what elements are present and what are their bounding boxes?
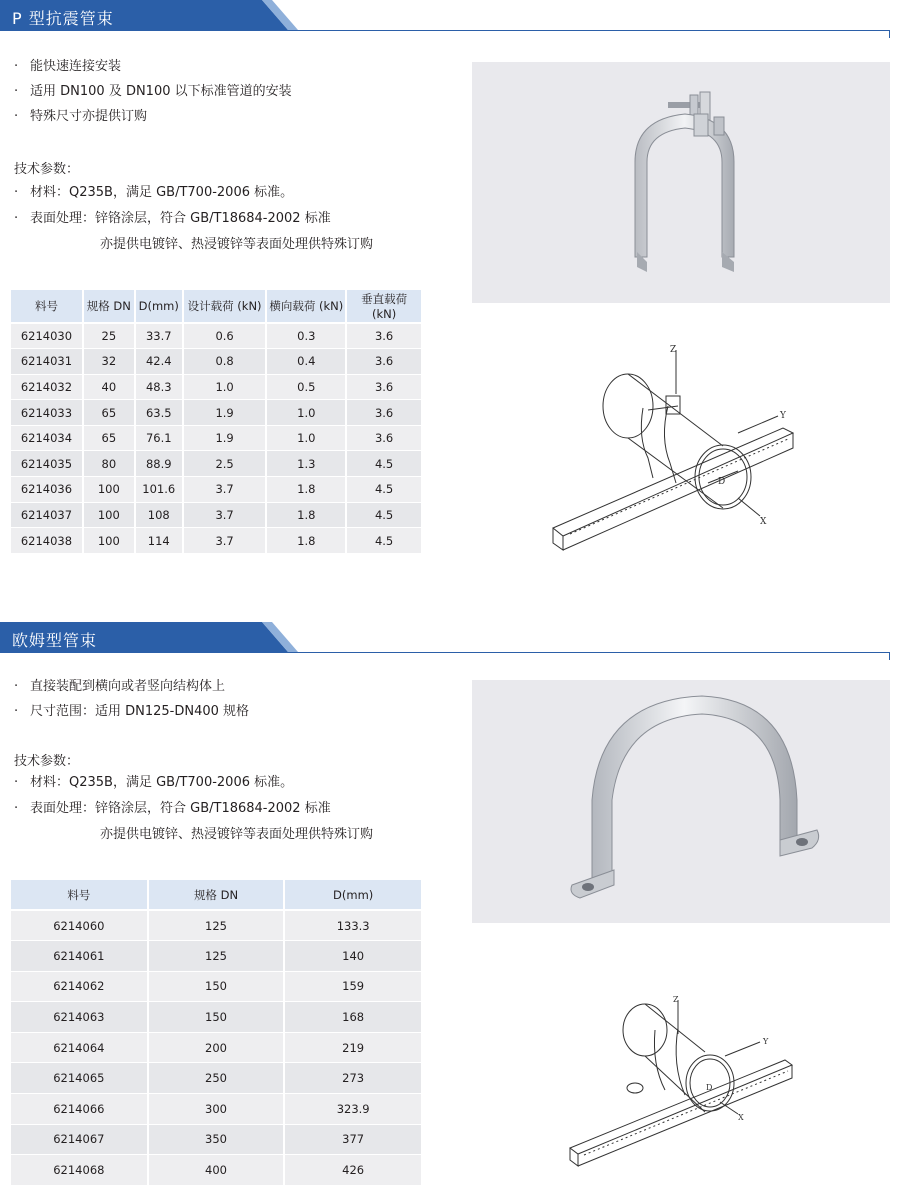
diagram-drawing — [560, 990, 800, 1180]
table-row — [11, 1002, 422, 1033]
table-row — [11, 1094, 422, 1125]
table-cell: 6214036 — [11, 477, 83, 503]
list-item — [14, 796, 373, 822]
section-header — [0, 622, 900, 658]
table-header-row — [11, 290, 422, 323]
table-cell: 25 — [83, 323, 135, 349]
table-cell: 48.3 — [135, 374, 183, 400]
table-cell: 6214060 — [11, 910, 148, 941]
table-cell: 101.6 — [135, 477, 183, 503]
table-header-row — [11, 880, 422, 910]
table-row — [11, 1155, 422, 1186]
table-header-cell: 垂直载荷 (kN) — [346, 290, 422, 323]
surface-text: 表面处理：锌铬涂层，符合 GB/T18684-2002 标准 — [30, 211, 331, 226]
section-title: 欧姆型管束 — [12, 631, 98, 650]
table-cell: 133.3 — [284, 910, 422, 941]
table-header-cell: 设计载荷 (kN) — [183, 290, 267, 323]
table-cell: 3.7 — [183, 528, 267, 554]
table-cell: 3.6 — [346, 374, 422, 400]
bullet-mark: · — [14, 679, 19, 694]
bullet-mark: · — [14, 704, 19, 719]
table-cell: 1.0 — [183, 374, 267, 400]
axis-label-y: Y — [780, 411, 786, 421]
feature-text: 能快速连接安装 — [30, 59, 122, 74]
table-row — [11, 374, 422, 400]
table-cell: 100 — [83, 477, 135, 503]
bullet-mark: · — [14, 109, 19, 124]
table-cell: 219 — [284, 1032, 422, 1063]
bullet-mark: · — [14, 775, 19, 790]
table-cell: 6214030 — [11, 323, 83, 349]
table-row — [11, 910, 422, 941]
dimension-label-d: D — [718, 477, 726, 487]
table-cell: 65 — [83, 425, 135, 451]
table-cell: 76.1 — [135, 425, 183, 451]
table-cell: 1.9 — [183, 400, 267, 426]
list-item — [14, 674, 249, 699]
table-cell: 4.5 — [346, 451, 422, 477]
table-cell: 80 — [83, 451, 135, 477]
table-cell: 300 — [148, 1094, 285, 1125]
table-cell: 2.5 — [183, 451, 267, 477]
table-cell: 273 — [284, 1063, 422, 1094]
header-banner-shape — [0, 622, 900, 662]
diagram-drawing — [548, 338, 798, 560]
feature-text: 尺寸范围：适用 DN125-DN400 规格 — [30, 704, 250, 719]
section-p-type-clamp — [0, 0, 900, 580]
feature-list — [14, 674, 249, 724]
table-header-cell: 规格 DN — [148, 880, 285, 910]
table-cell: 3.7 — [183, 477, 267, 503]
table-cell: 1.8 — [266, 528, 346, 554]
table-cell: 1.3 — [266, 451, 346, 477]
table-header-cell: 料号 — [11, 290, 83, 323]
table-cell: 1.8 — [266, 477, 346, 503]
table-cell: 6214035 — [11, 451, 83, 477]
table-cell: 140 — [284, 941, 422, 972]
table-cell: 3.6 — [346, 349, 422, 375]
table-row — [11, 1032, 422, 1063]
table-row — [11, 477, 422, 503]
table-cell: 3.7 — [183, 502, 267, 528]
table-cell: 6214062 — [11, 971, 148, 1002]
list-item — [14, 770, 373, 796]
table-cell: 6214034 — [11, 425, 83, 451]
table-row — [11, 323, 422, 349]
table-cell: 6214063 — [11, 1002, 148, 1033]
table-cell: 6214061 — [11, 941, 148, 972]
header-banner-shape — [0, 0, 900, 40]
table-cell: 6214068 — [11, 1155, 148, 1186]
table-cell: 3.6 — [346, 400, 422, 426]
table-cell: 6214066 — [11, 1094, 148, 1125]
installation-diagram-omega-clamp — [560, 990, 800, 1180]
table-cell: 108 — [135, 502, 183, 528]
tech-params-list — [14, 770, 373, 848]
table-row — [11, 451, 422, 477]
table-header-cell: 料号 — [11, 880, 148, 910]
table-row — [11, 502, 422, 528]
table-cell: 65 — [83, 400, 135, 426]
table-cell: 377 — [284, 1124, 422, 1155]
list-item — [14, 79, 292, 104]
bullet-mark: · — [14, 84, 19, 99]
spec-table — [11, 880, 423, 1186]
table-header-cell: D(mm) — [135, 290, 183, 323]
tech-params-list — [14, 180, 373, 258]
table-cell: 6214031 — [11, 349, 83, 375]
table-header-cell: 规格 DN — [83, 290, 135, 323]
list-item — [14, 699, 249, 724]
table-row — [11, 1124, 422, 1155]
bullet-mark: · — [14, 59, 19, 74]
tech-params-title: 技术参数： — [14, 162, 80, 177]
table-cell: 125 — [148, 941, 285, 972]
table-cell: 0.6 — [183, 323, 267, 349]
surface-extra-text: 亦提供电镀锌、热浸镀锌等表面处理供特殊订购 — [100, 237, 374, 252]
list-item — [14, 206, 373, 232]
table-cell: 159 — [284, 971, 422, 1002]
axis-label-x: X — [760, 517, 767, 527]
table-cell: 250 — [148, 1063, 285, 1094]
table-cell: 4.5 — [346, 477, 422, 503]
table-cell: 114 — [135, 528, 183, 554]
table-header-cell: D(mm) — [284, 880, 422, 910]
table-row — [11, 425, 422, 451]
table-cell: 3.6 — [346, 425, 422, 451]
section-title: P 型抗震管束 — [12, 9, 114, 28]
feature-list — [14, 54, 292, 129]
table-cell: 63.5 — [135, 400, 183, 426]
section-omega-clamp — [0, 622, 900, 1194]
axis-label-z: Z — [673, 995, 679, 1004]
p-clamp-image — [472, 62, 890, 303]
bullet-mark: · — [14, 801, 19, 816]
table-cell: 150 — [148, 1002, 285, 1033]
axis-label-z: Z — [670, 345, 677, 355]
table-row — [11, 528, 422, 554]
table-cell: 1.8 — [266, 502, 346, 528]
table-cell: 100 — [83, 528, 135, 554]
spec-table — [11, 290, 423, 554]
table-cell: 6214038 — [11, 528, 83, 554]
table-cell: 400 — [148, 1155, 285, 1186]
table-cell: 33.7 — [135, 323, 183, 349]
feature-text: 特殊尺寸亦提供订购 — [30, 109, 148, 124]
bullet-mark: · — [14, 185, 19, 200]
table-cell: 4.5 — [346, 528, 422, 554]
table-row — [11, 349, 422, 375]
bullet-mark: · — [14, 211, 19, 226]
list-item — [14, 54, 292, 79]
table-cell: 0.3 — [266, 323, 346, 349]
table-cell: 6214032 — [11, 374, 83, 400]
feature-text: 直接装配到横向或者竖向结构体上 — [30, 679, 226, 694]
table-cell: 200 — [148, 1032, 285, 1063]
table-row — [11, 400, 422, 426]
product-photo-p-clamp — [472, 62, 890, 303]
table-cell: 150 — [148, 971, 285, 1002]
table-cell: 88.9 — [135, 451, 183, 477]
table-row — [11, 941, 422, 972]
axis-label-x: X — [738, 1113, 744, 1122]
table-cell: 6214065 — [11, 1063, 148, 1094]
table-cell: 32 — [83, 349, 135, 375]
material-text: 材料：Q235B，满足 GB/T700-2006 标准。 — [30, 775, 294, 790]
table-cell: 100 — [83, 502, 135, 528]
table-cell: 0.5 — [266, 374, 346, 400]
feature-text: 适用 DN100 及 DN100 以下标准管道的安装 — [30, 84, 292, 99]
table-cell: 350 — [148, 1124, 285, 1155]
list-item — [14, 104, 292, 129]
table-cell: 6214064 — [11, 1032, 148, 1063]
table-cell: 1.0 — [266, 425, 346, 451]
table-header-cell: 横向载荷 (kN) — [266, 290, 346, 323]
table-cell: 1.9 — [183, 425, 267, 451]
section-header — [0, 0, 900, 36]
table-cell: 0.8 — [183, 349, 267, 375]
table-cell: 426 — [284, 1155, 422, 1186]
table-cell: 1.0 — [266, 400, 346, 426]
table-cell: 323.9 — [284, 1094, 422, 1125]
omega-clamp-image — [472, 680, 890, 923]
table-cell: 0.4 — [266, 349, 346, 375]
surface-extra-text: 亦提供电镀锌、热浸镀锌等表面处理供特殊订购 — [100, 827, 374, 842]
installation-diagram-p-clamp — [548, 338, 798, 560]
table-cell: 6214067 — [11, 1124, 148, 1155]
table-row — [11, 1063, 422, 1094]
tech-params-title: 技术参数： — [14, 754, 80, 769]
table-cell: 4.5 — [346, 502, 422, 528]
dimension-label-d: D — [706, 1083, 713, 1092]
table-cell: 168 — [284, 1002, 422, 1033]
table-cell: 125 — [148, 910, 285, 941]
table-cell: 42.4 — [135, 349, 183, 375]
material-text: 材料：Q235B，满足 GB/T700-2006 标准。 — [30, 185, 294, 200]
table-cell: 40 — [83, 374, 135, 400]
table-cell: 6214037 — [11, 502, 83, 528]
table-row — [11, 971, 422, 1002]
list-item — [14, 180, 373, 206]
axis-label-y: Y — [763, 1037, 769, 1046]
table-cell: 3.6 — [346, 323, 422, 349]
table-cell: 6214033 — [11, 400, 83, 426]
surface-text: 表面处理：锌铬涂层，符合 GB/T18684-2002 标准 — [30, 801, 331, 816]
product-photo-omega-clamp — [472, 680, 890, 923]
